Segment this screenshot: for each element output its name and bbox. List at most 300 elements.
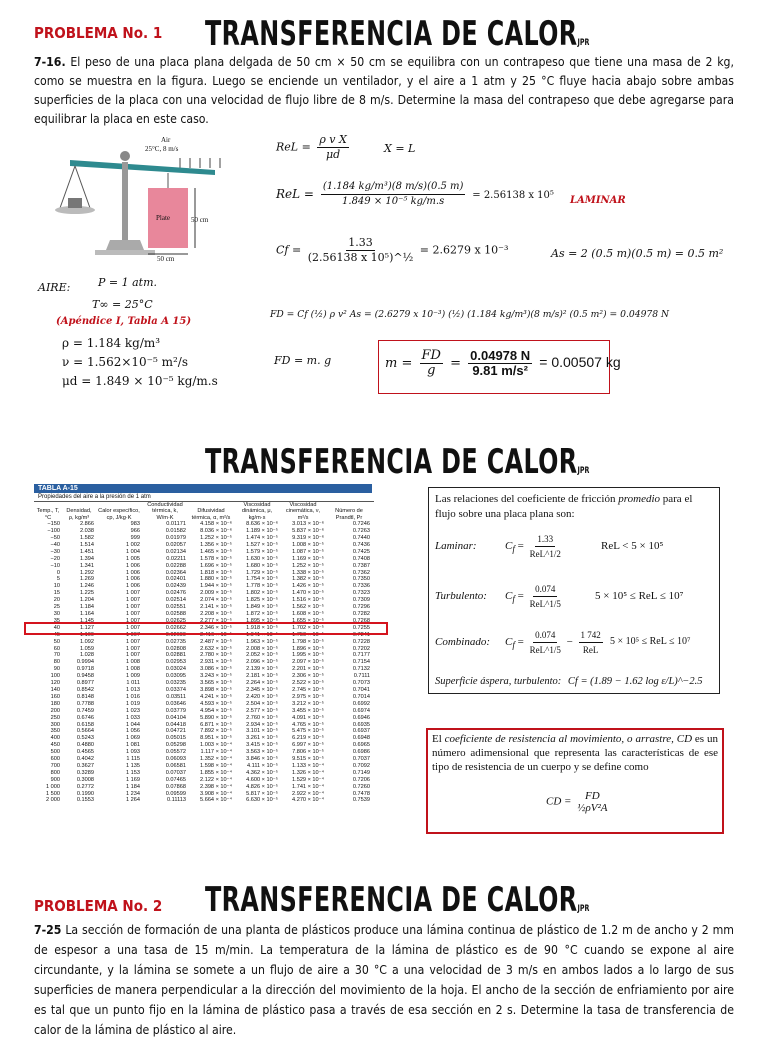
table-cell: 1 007 — [126, 624, 140, 631]
table-cell: 1.895 × 10⁻⁵ — [246, 617, 278, 624]
table-cell: 700 — [50, 762, 60, 769]
table-cell: 0.7202 — [352, 645, 370, 652]
table-cell: 0.7282 — [352, 611, 370, 617]
table-cell: 2.780 × 10⁻⁵ — [200, 652, 232, 659]
table-row — [34, 784, 372, 791]
table-cell: 3.013 × 10⁻⁶ — [292, 521, 324, 528]
problem-1-label: PROBLEMA No. 1 — [34, 24, 163, 42]
table-cell: 900 — [50, 776, 60, 783]
table-cell: 6.219 × 10⁻⁵ — [292, 735, 324, 742]
table-cell: 0.7425 — [352, 548, 370, 555]
table-cell: 0.7440 — [352, 535, 370, 542]
table-cell: 1 115 — [126, 756, 140, 763]
table-cell: 4.241 × 10⁻⁵ — [200, 693, 232, 700]
table-cell: 2.181 × 10⁻⁵ — [246, 673, 278, 680]
table-cell: 0.1553 — [76, 797, 94, 804]
table-cell: 30 — [53, 611, 60, 617]
table-cell: 0.7111 — [353, 673, 370, 680]
drag-text-em: coeficiente de resistencia al movimiento, o arrastre, CD — [444, 733, 693, 745]
table-cell: 1 011 — [126, 680, 140, 687]
problem-1-statement — [34, 53, 734, 129]
table-cell: 1 007 — [126, 631, 140, 638]
table-cell: 6.997 × 10⁻⁵ — [292, 742, 324, 749]
title-text: TRANSFERENCIA DE CALOR — [205, 14, 578, 54]
mass-result-box — [378, 340, 621, 394]
combined-numerator-1: 0.074 — [533, 628, 557, 643]
table-cell: 0.11113 — [167, 797, 186, 804]
table-cell: 3.101 × 10⁻⁵ — [246, 728, 278, 735]
table-cell: 0.01171 — [166, 521, 186, 528]
table-a15 — [34, 484, 374, 852]
table-cell: −100 — [47, 528, 60, 535]
table-cell: 1.117 × 10⁻⁴ — [200, 749, 232, 756]
rough-equation: Cf = (1.89 − 1.62 log ε/L)^−2.5 — [567, 676, 703, 687]
table-cell: 2.577 × 10⁻⁵ — [246, 707, 278, 714]
table-cell: 2.052 × 10⁻⁵ — [246, 652, 278, 659]
table-cell: 0.6746 — [76, 714, 94, 721]
table-cell: 2.208 × 10⁻⁵ — [200, 611, 232, 617]
table-cell: 0.7268 — [352, 617, 370, 624]
table-cell: 0.05572 — [165, 749, 186, 756]
table-cell: 0.02401 — [165, 576, 186, 583]
combined-relation: Combinado: $C_f$ = $\frac{0.074}{\text{ReL\textasciicircum{}1/5}}$ − $\frac{1 742}{\text{ReL}}$ 5 × 10⁵ ≤ ReL ≤ 10⁷ — [435, 630, 691, 655]
table-cell: 0.01979 — [165, 535, 186, 542]
table-cell: 3.563 × 10⁻⁵ — [246, 749, 278, 756]
table-cell: 0.7309 — [352, 597, 370, 604]
table-cell: 1 264 — [126, 797, 140, 804]
table-cell: 2.420 × 10⁻⁵ — [246, 693, 278, 700]
table-cell: 1 016 — [126, 693, 140, 700]
table-cell: 2.139 × 10⁻⁵ — [246, 666, 278, 673]
mass-equation: m = $\frac{FD}{g}$ = $\frac{0.04978 N}{\text{9.81 m/s²}}$ = 0.00507 kg — [385, 348, 621, 378]
table-cell: 5 — [56, 576, 60, 583]
laminar-denominator: ReL^1/2 — [529, 549, 561, 559]
table-cell: 0.07037 — [165, 769, 186, 776]
table-cell: 0.6946 — [352, 714, 370, 721]
table-row — [34, 528, 372, 535]
table-cell: 3.243 × 10⁻⁵ — [200, 673, 232, 680]
table-cell: 2.096 × 10⁻⁵ — [246, 659, 278, 666]
table-cell: 0.7154 — [352, 659, 370, 666]
table-cell: 0.02662 — [165, 624, 186, 631]
table-cell: 1.680 × 10⁻⁵ — [246, 562, 278, 569]
table-cell: 0.7362 — [352, 569, 370, 576]
table-body — [34, 521, 372, 804]
table-cell: 0.3008 — [76, 776, 94, 783]
table-cell: 1.341 — [80, 562, 94, 569]
table-cell: 0.5664 — [76, 728, 94, 735]
table-cell: 6.871 × 10⁻⁵ — [200, 721, 232, 728]
table-cell: 1 069 — [126, 735, 140, 742]
table-cell: 7.806 × 10⁻⁵ — [292, 749, 324, 756]
table-cell: 3.898 × 10⁻⁵ — [200, 686, 232, 693]
appendix-reference: (Apéndice I, Tabla A 15) — [56, 316, 192, 327]
problem-2-statement — [34, 920, 734, 1040]
table-cell: 1.630 × 10⁻⁵ — [246, 555, 278, 562]
table-cell: 200 — [50, 707, 60, 714]
air-label: AIRE: — [38, 281, 71, 294]
mass-value-denominator: 9.81 m/s² — [472, 363, 528, 378]
table-cell: 25 — [53, 604, 60, 611]
table-cell: 1.529 × 10⁻⁴ — [292, 776, 324, 783]
title-text-3: TRANSFERENCIA DE CALOR — [205, 880, 578, 920]
table-header-cell: Viscosidad dinámica, μ, kg/m·s — [241, 502, 273, 521]
table-cell: 1.465 × 10⁻⁵ — [200, 548, 232, 555]
table-cell: 0.02134 — [165, 548, 186, 555]
table-cell: 4.954 × 10⁻⁵ — [200, 707, 232, 714]
table-cell: 0.7459 — [76, 707, 94, 714]
drag-eq-numerator: FD — [585, 790, 600, 802]
table-cell: 0.01582 — [165, 528, 186, 535]
table-cell: 1.145 — [80, 617, 94, 624]
friction-intro-b: para el flujo sobre una placa plana son: — [435, 493, 693, 520]
table-cell: 0.02476 — [165, 590, 186, 597]
table-cell: 0.6986 — [352, 749, 370, 756]
table-cell: 1.729 × 10⁻⁵ — [246, 569, 278, 576]
table-row — [34, 708, 372, 715]
table-cell: −20 — [50, 555, 60, 562]
drag-weight-relation: FD = m. g — [274, 354, 332, 367]
problem-2-label: PROBLEMA No. 2 — [34, 897, 163, 915]
table-cell: 1.092 — [80, 638, 94, 645]
table-cell: 0.7246 — [352, 521, 370, 528]
drag-text-b: es un número adimensional que representa las características de ese tipo de resistencia de un cuerpo y se define como — [432, 733, 718, 773]
table-cell: 1 004 — [126, 548, 140, 555]
table-cell: 1 169 — [126, 776, 140, 783]
table-cell: 8.636 × 10⁻⁶ — [246, 521, 278, 528]
table-cell: 0.03374 — [165, 686, 186, 693]
table-cell: 0.7092 — [352, 762, 370, 769]
table-cell: 2.760 × 10⁻⁵ — [246, 714, 278, 721]
re-def-denominator: μd — [325, 148, 341, 161]
table-cell: 180 — [50, 700, 60, 707]
table-cell: 1 006 — [126, 583, 140, 590]
cf-result: = 2.6279 x 10⁻³ — [419, 243, 509, 257]
table-cell: 0.02364 — [165, 569, 186, 576]
table-cell: 0.06581 — [165, 762, 186, 769]
table-cell: 1.003 × 10⁻⁴ — [200, 742, 232, 749]
table-cell: 0.7149 — [352, 769, 370, 776]
table-cell: 1.252 × 10⁻⁵ — [292, 562, 324, 569]
table-header-cell: Temp., T, °C — [36, 508, 60, 521]
table-cell: 90 — [53, 666, 60, 673]
table-cell: 0.7132 — [352, 666, 370, 673]
table-cell: 1 019 — [126, 700, 140, 707]
table-cell: 983 — [130, 521, 140, 528]
table-cell: 0.6992 — [352, 700, 370, 707]
table-cell: 1.204 — [80, 597, 94, 604]
table-cell: 0.03511 — [166, 693, 186, 700]
table-cell: 500 — [50, 749, 60, 756]
table-cell: 0.6935 — [352, 721, 370, 728]
table-cell: 9.515 × 10⁻⁵ — [292, 756, 324, 763]
table-row — [34, 542, 372, 549]
table-cell: 0.03779 — [165, 707, 186, 714]
table-cell: 0.02551 — [165, 604, 186, 611]
table-cell: 2.264 × 10⁻⁵ — [246, 680, 278, 687]
table-highlight-row-25c — [24, 622, 388, 635]
turbulent-numerator: 0.074 — [533, 582, 557, 597]
cf-denominator: (2.56138 x 10⁵)^½ — [307, 251, 414, 264]
table-cell: 1 000 — [46, 783, 60, 790]
table-cell: 1 023 — [126, 707, 140, 714]
table-cell: 0.6948 — [352, 735, 370, 742]
re-def-numerator: ρ v X — [319, 133, 347, 146]
drag-force-calc: FD = Cf (½) ρ v² As = (2.6279 x 10⁻³) (½) (1.184 kg/m³)(8 m/s)² (0.5 m²) = 0.04978 N — [270, 309, 670, 320]
table-cell: 1.028 — [80, 652, 94, 659]
cf-numerator: 1.33 — [348, 236, 373, 249]
table-cell: 0.02588 — [165, 611, 186, 617]
table-cell: 45 — [53, 631, 60, 638]
table-cell: 1.578 × 10⁻⁵ — [200, 555, 232, 562]
table-cell: 0.7260 — [352, 783, 370, 790]
table-cell: 0.02735 — [165, 638, 186, 645]
table-cell: 1 007 — [126, 597, 140, 604]
table-cell: 0.7263 — [352, 528, 370, 535]
table-cell: 0.1990 — [76, 790, 94, 797]
figure-air-label: Air — [161, 136, 171, 144]
title-initials-2: JPR — [577, 466, 590, 476]
table-cell: 0.02881 — [165, 652, 186, 659]
rough-relation — [435, 676, 702, 687]
table-cell: 1.754 × 10⁻⁵ — [246, 576, 278, 583]
table-cell: 1.562 × 10⁻⁵ — [292, 604, 324, 611]
table-cell: 3.415 × 10⁻⁵ — [246, 742, 278, 749]
table-cell: 0.09599 — [165, 790, 186, 797]
friction-coefficient-calc — [276, 236, 508, 265]
table-cell: 2.141 × 10⁻⁵ — [200, 604, 232, 611]
table-cell: 1.896 × 10⁻⁵ — [292, 645, 324, 652]
table-cell: 4.091 × 10⁻⁵ — [292, 714, 324, 721]
table-cell: 1.127 — [80, 624, 94, 631]
table-cell: 0.03646 — [165, 700, 186, 707]
table-cell: 2.522 × 10⁻⁵ — [292, 680, 324, 687]
table-cell: 3.565 × 10⁻⁵ — [200, 680, 232, 687]
table-cell: 0.7408 — [352, 555, 370, 562]
table-cell: 4.362 × 10⁻⁵ — [246, 769, 278, 776]
table-row — [34, 777, 372, 784]
table-cell: 1 013 — [126, 686, 140, 693]
table-row — [34, 687, 372, 694]
table-cell: 2 000 — [46, 797, 60, 804]
section-title-3 — [205, 880, 589, 920]
table-row — [34, 604, 372, 611]
drag-text-a: El — [432, 733, 445, 745]
table-cell: 8.036 × 10⁻⁶ — [200, 528, 232, 535]
air-dynamic-viscosity: μd = 1.849 × 10⁻⁵ kg/m.s — [62, 374, 218, 388]
table-cell: −40 — [50, 541, 60, 548]
table-cell: 50 — [53, 638, 60, 645]
table-row — [34, 563, 372, 570]
combined-numerator-2: 1 742 — [579, 628, 603, 643]
table-cell: 600 — [50, 756, 60, 763]
problem-2-text: La sección de formación de una planta de plásticos produce una lámina continua de plástico de 1.2 m de ancho y 2 mm de espesor a una tasa de 15 m/min. La temperatura de la lámina de plástico es de 90 °C cuando se expone al aire circundante, y la lámina se somete a un flujo de aire a 30 °C a una velocidad de 3 m/s en ambos lados a lo largo de sus superficies de manera perpendicular a la dirección del movimiento de la hoja. El ancho de la sección de enfriamiento por aire es tal que un punto fijo en la lámina de plástico pasa a través de esa sección en 2 s. Determine la tasa de transferencia de calor de la lámina de plástico al aire. — [34, 923, 734, 1037]
table-cell: 60 — [53, 645, 60, 652]
table-cell: 0.07465 — [165, 776, 186, 783]
table-cell: 1 006 — [126, 569, 140, 576]
table-row — [34, 797, 372, 804]
table-cell: 1 093 — [126, 749, 140, 756]
table-cell: 1.426 × 10⁻⁵ — [292, 583, 324, 590]
laminar-condition: ReL < 5 × 10⁵ — [601, 540, 664, 552]
table-cell: 4.158 × 10⁻⁶ — [200, 521, 232, 528]
section-title-2 — [205, 442, 589, 482]
table-cell: 1.356 × 10⁻⁵ — [200, 541, 232, 548]
drag-coefficient-box — [426, 728, 724, 834]
table-cell: 1 184 — [126, 783, 140, 790]
table-header-cell: Difusividad térmica, α, m²/s — [191, 508, 231, 521]
table-cell: 1 007 — [126, 652, 140, 659]
table-cell: 1.963 × 10⁻⁵ — [246, 638, 278, 645]
table-cell: 1.133 × 10⁻⁴ — [292, 762, 324, 769]
table-cell: 1 006 — [126, 562, 140, 569]
drag-coefficient-equation — [546, 790, 611, 814]
table-cell: 0.7478 — [352, 790, 370, 797]
table-cell: 0.2772 — [76, 783, 94, 790]
table-cell: 2.201 × 10⁻⁵ — [292, 666, 324, 673]
table-header-row — [34, 502, 372, 521]
table-cell: 0.7539 — [352, 797, 370, 804]
table-cell: 1.470 × 10⁻⁵ — [292, 590, 324, 597]
combined-relation-label: Combinado: — [435, 636, 490, 648]
balance-diagram — [40, 128, 230, 268]
table-cell: 0.6937 — [352, 728, 370, 735]
table-cell: 1.944 × 10⁻⁵ — [200, 583, 232, 590]
table-cell: 2.975 × 10⁻⁵ — [292, 693, 324, 700]
table-cell: 5.890 × 10⁻⁵ — [200, 714, 232, 721]
table-row — [34, 549, 372, 556]
table-cell: 0.5243 — [76, 735, 94, 742]
table-cell: 1.184 — [80, 604, 94, 611]
surface-area: As = 2 (0.5 m)(0.5 m) = 0.5 m² — [551, 247, 724, 260]
table-cell: 0.7037 — [352, 756, 370, 763]
table-cell: 1 500 — [46, 790, 60, 797]
table-cell: 2.416 × 10⁻⁵ — [200, 631, 232, 638]
re-def-lhs: ReL = — [276, 140, 311, 154]
table-a15-grid — [34, 502, 372, 804]
table-cell: 0.02808 — [165, 645, 186, 652]
table-a15-title: TABLA A-15 — [34, 484, 372, 493]
table-cell: 0.8148 — [76, 693, 94, 700]
table-cell: 0.04721 — [165, 728, 186, 735]
table-cell: 0.05298 — [165, 742, 186, 749]
table-cell: 7.892 × 10⁻⁵ — [200, 728, 232, 735]
table-cell: 4.600 × 10⁻⁵ — [246, 776, 278, 783]
laminar-relation-label: Laminar: — [435, 540, 477, 552]
table-cell: 1.169 × 10⁻⁵ — [292, 555, 324, 562]
table-cell: 1 005 — [126, 555, 140, 562]
table-cell: 1.164 — [80, 611, 94, 617]
table-cell: 2.277 × 10⁻⁵ — [200, 617, 232, 624]
table-cell: 0.02953 — [165, 659, 186, 666]
table-cell: −10 — [50, 562, 60, 569]
table-cell: 3.086 × 10⁻⁵ — [200, 666, 232, 673]
title-initials: JPR — [577, 38, 590, 48]
table-cell: 1 002 — [126, 541, 140, 548]
table-cell: 0.7788 — [76, 700, 94, 707]
air-pressure: P = 1 atm. — [98, 276, 158, 289]
table-cell: 0.9718 — [76, 666, 94, 673]
table-cell: 10 — [53, 583, 60, 590]
laminar-label: LAMINAR — [570, 195, 626, 206]
mass-numerator: FD — [421, 348, 441, 363]
table-row — [34, 639, 372, 646]
table-row — [34, 556, 372, 563]
drag-eq-lhs: CD = — [546, 795, 572, 808]
table-cell: 2.504 × 10⁻⁵ — [246, 700, 278, 707]
table-cell: 5.837 × 10⁻⁶ — [292, 528, 324, 535]
turbulent-denominator: ReL^1/5 — [529, 599, 561, 609]
turbulent-relation: Turbulento: $C_f$ = $\frac{0.074}{\text{ReL\textasciicircum{}1/5}}$ 5 × 10⁵ ≤ ReL ≤ 10⁷ — [435, 584, 684, 609]
table-cell: 2.122 × 10⁻⁴ — [200, 776, 232, 783]
table-cell: 0.04104 — [165, 714, 186, 721]
table-cell: 1.608 × 10⁻⁵ — [292, 611, 324, 617]
table-cell: 0.8977 — [76, 680, 94, 687]
table-cell: 0.6965 — [352, 742, 370, 749]
cf-lhs: Cf = — [276, 243, 302, 257]
table-row — [34, 611, 372, 618]
table-header-cell: Número de Prandtl, Pr — [335, 508, 363, 521]
table-cell: 2.038 — [80, 528, 94, 535]
table-cell: 1.655 × 10⁻⁵ — [292, 617, 324, 624]
re-calc-denominator: 1.849 × 10⁻⁵ kg/m.s — [342, 196, 445, 207]
mass-result: = 0.00507 kg — [539, 354, 621, 370]
turbulent-relation-label: Turbulento: — [435, 590, 487, 602]
table-cell: 0.7041 — [352, 686, 370, 693]
table-cell: 0.7255 — [352, 624, 370, 631]
table-cell: 1.087 × 10⁻⁵ — [292, 548, 324, 555]
table-cell: 2.074 × 10⁻⁵ — [200, 597, 232, 604]
reynolds-calculation — [276, 180, 554, 209]
table-cell: 2.934 × 10⁻⁵ — [246, 721, 278, 728]
table-cell: 0.6974 — [352, 707, 370, 714]
table-cell: 0 — [56, 569, 60, 576]
table-cell: 2.931 × 10⁻⁵ — [200, 659, 232, 666]
table-cell: 1 234 — [126, 790, 140, 797]
table-row — [34, 680, 372, 687]
table-cell: 100 — [50, 673, 60, 680]
table-header-cell: Calor específico, cp, J/kg·K — [98, 508, 140, 521]
table-row — [34, 701, 372, 708]
table-cell: 2.097 × 10⁻⁵ — [292, 659, 324, 666]
x-equals-l: X = L — [384, 142, 416, 155]
combined-denominator-2: ReL — [582, 645, 599, 655]
table-cell: 1.825 × 10⁻⁵ — [246, 597, 278, 604]
table-cell: 1 008 — [126, 666, 140, 673]
table-cell: 1.516 × 10⁻⁵ — [292, 597, 324, 604]
air-density: ρ = 1.184 kg/m³ — [62, 336, 161, 350]
table-cell: 0.7350 — [352, 576, 370, 583]
table-cell: 1.872 × 10⁻⁵ — [246, 611, 278, 617]
table-cell: 0.05015 — [165, 735, 186, 742]
table-cell: −50 — [50, 535, 60, 542]
table-cell: 0.02699 — [165, 631, 186, 638]
table-cell: 0.7296 — [352, 604, 370, 611]
table-header-cell: Viscosidad cinemática, ν, m²/s — [285, 502, 321, 521]
table-cell: 350 — [50, 728, 60, 735]
table-cell: 1.394 — [80, 555, 94, 562]
table-cell: 450 — [50, 742, 60, 749]
rough-relation-label: Superficie áspera, turbulento: — [435, 676, 562, 687]
table-cell: 1 044 — [126, 721, 140, 728]
table-cell: 1 007 — [126, 590, 140, 597]
table-cell: 1.750 × 10⁻⁵ — [292, 631, 324, 638]
table-row — [34, 763, 372, 770]
table-cell: 1 033 — [126, 714, 140, 721]
table-cell: 140 — [50, 686, 60, 693]
table-cell: 0.02439 — [165, 583, 186, 590]
table-cell: 0.07868 — [165, 783, 186, 790]
